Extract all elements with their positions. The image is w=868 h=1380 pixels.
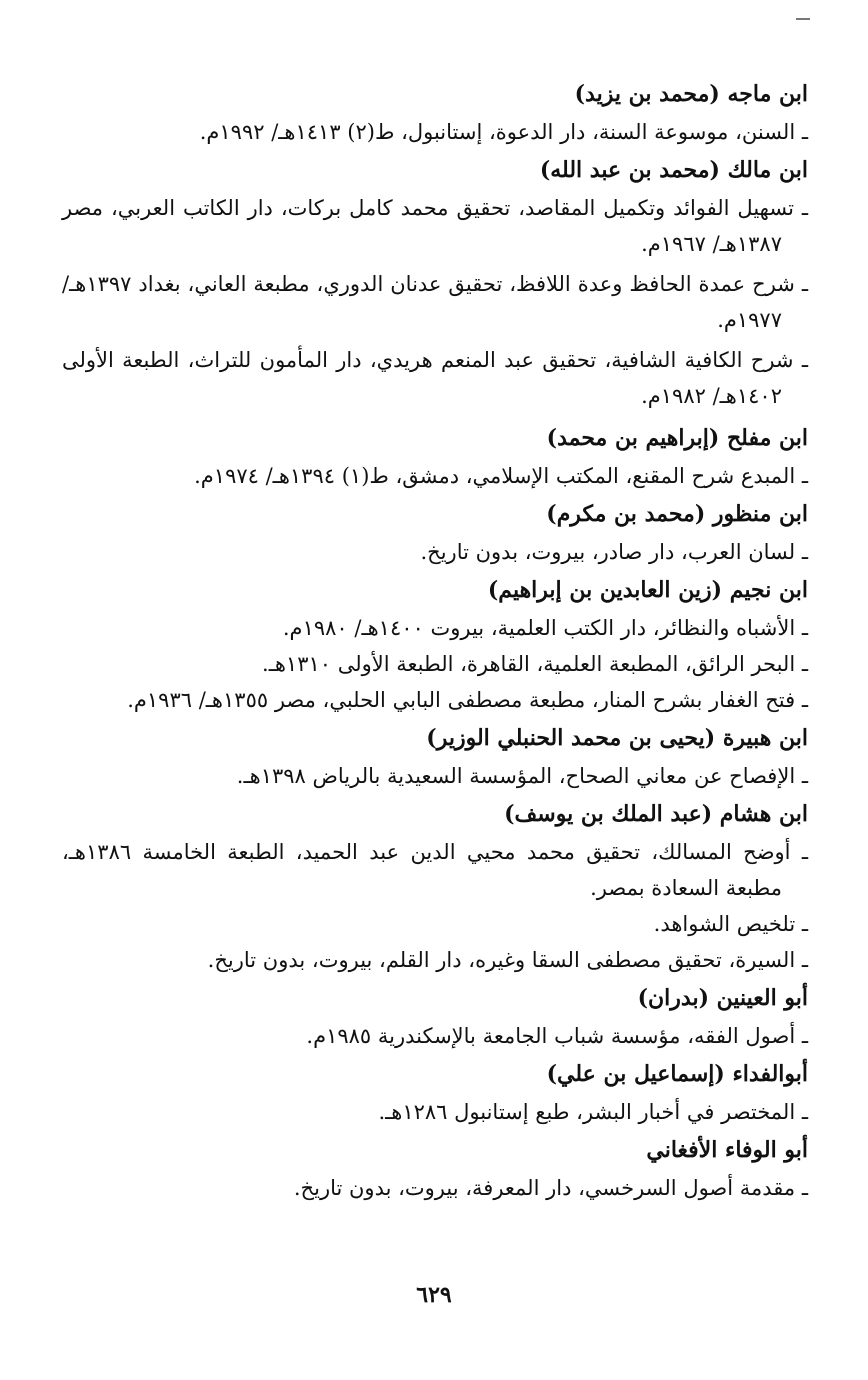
reference-item: ـ السيرة، تحقيق مصطفى السقا وغيره، دار القلم، بيروت، بدون تاريخ. <box>207 948 808 972</box>
reference-item: ـ المبدع شرح المقنع، المكتب الإسلامي، دمشق، ط(١) ١٣٩٤هـ/ ١٩٧٤م. <box>194 464 808 488</box>
reference-item: ـ شرح عمدة الحافظ وعدة اللافظ، تحقيق عدنان الدوري، مطبعة العاني، بغداد ١٣٩٧هـ/ ١٩٧٧م. <box>62 272 808 332</box>
entry-heading: أبو الوفاء الأفغاني <box>646 1137 808 1163</box>
entry-heading: ابن منظور (محمد بن مكرم) <box>546 501 808 527</box>
reference-item: ـ أوضح المسالك، تحقيق محمد محيي الدين عبد الحميد، الطبعة الخامسة ١٣٨٦هـ، مطبعة السعادة بمصر. <box>62 840 808 900</box>
entry-heading: ابن مفلح (إبراهيم بن محمد) <box>546 425 808 451</box>
entry-ibn-majah <box>62 74 808 150</box>
entry-heading: ابن هشام (عبد الملك بن يوسف) <box>504 801 808 827</box>
reference-item: ـ السنن، موسوعة السنة، دار الدعوة، إستانبول، ط(٢) ١٤١٣هـ/ ١٩٩٢م. <box>199 120 808 144</box>
entry-heading: ابن مالك (محمد بن عبد الله) <box>539 157 808 183</box>
reference-item: ـ شرح الكافية الشافية، تحقيق عبد المنعم هريدي، دار المأمون للتراث، الطبعة الأولى ١٤٠٢هـ/ ١٩٨٢م. <box>62 348 808 408</box>
reference-item: ـ أصول الفقه، مؤسسة شباب الجامعة بالإسكندرية ١٩٨٥م. <box>306 1024 808 1048</box>
entry-ibn-muflih <box>62 418 808 494</box>
entry-heading: أبوالفداء (إسماعيل بن علي) <box>546 1061 808 1087</box>
entry-ibn-manzur <box>62 494 808 570</box>
entry-abu-al-aynayn <box>62 978 808 1054</box>
corner-mark <box>796 18 810 20</box>
reference-item: ـ مقدمة أصول السرخسي، دار المعرفة، بيروت، بدون تاريخ. <box>293 1176 808 1200</box>
page-number: ٦٢٩ <box>416 1282 452 1308</box>
entry-abu-al-wafa <box>62 1130 808 1206</box>
reference-item: ـ تسهيل الفوائد وتكميل المقاصد، تحقيق محمد كامل بركات، دار الكاتب العربي، مصر ١٣٨٧هـ/ ١٩٦٧م. <box>62 196 808 256</box>
entry-heading: أبو العينين (بدران) <box>637 985 808 1011</box>
entry-ibn-hisham <box>62 794 808 978</box>
reference-item: ـ البحر الرائق، المطبعة العلمية، القاهرة، الطبعة الأولى ١٣١٠هـ. <box>262 652 808 676</box>
entry-ibn-malik <box>62 150 808 414</box>
reference-item: ـ المختصر في أخبار البشر، طبع إستانبول ١٢٨٦هـ. <box>378 1100 808 1124</box>
entry-heading: ابن نجيم (زين العابدين بن إبراهيم) <box>487 577 808 603</box>
entry-ibn-hubayra <box>62 718 808 794</box>
entry-ibn-nujaym <box>62 570 808 718</box>
entry-abu-al-fida <box>62 1054 808 1130</box>
reference-item: ـ لسان العرب، دار صادر، بيروت، بدون تاريخ. <box>420 540 808 564</box>
reference-item: ـ فتح الغفار بشرح المنار، مطبعة مصطفى البابي الحلبي، مصر ١٣٥٥هـ/ ١٩٣٦م. <box>127 688 808 712</box>
reference-item: ـ الأشباه والنظائر، دار الكتب العلمية، بيروت ١٤٠٠هـ/ ١٩٨٠م. <box>282 616 808 640</box>
reference-item: ـ الإفصاح عن معاني الصحاح، المؤسسة السعيدية بالرياض ١٣٩٨هـ. <box>236 764 808 788</box>
entry-heading: ابن هبيرة (يحيى بن محمد الحنبلي الوزير) <box>426 725 808 751</box>
reference-item: ـ تلخيص الشواهد. <box>653 912 808 936</box>
entry-heading: ابن ماجه (محمد بن يزيد) <box>574 81 808 107</box>
